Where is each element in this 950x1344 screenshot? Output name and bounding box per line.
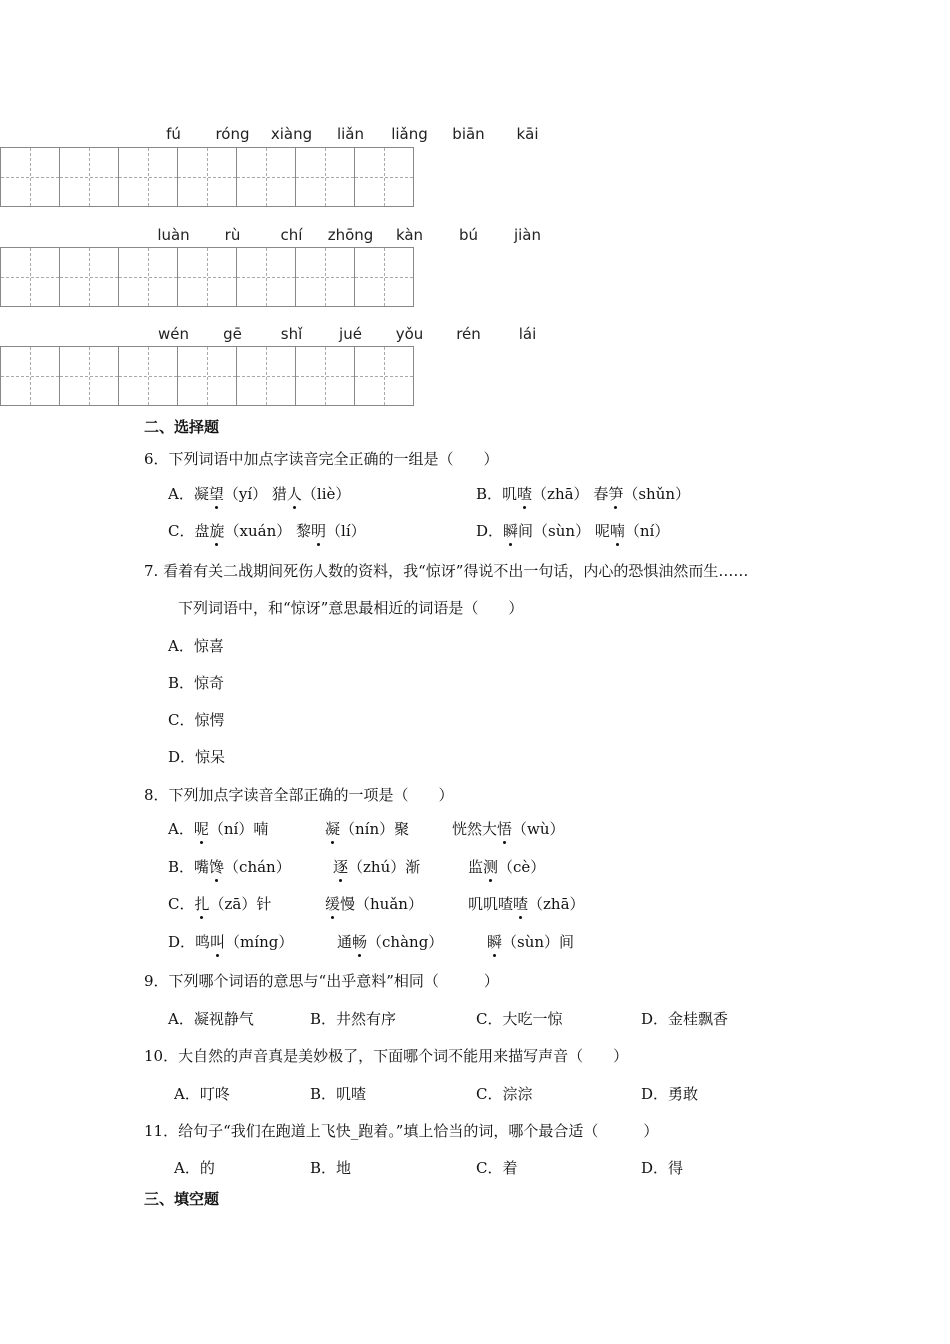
dotted-char: 叫 xyxy=(210,933,226,951)
option-text: （yí） 猎 xyxy=(223,485,287,503)
writing-cell[interactable] xyxy=(177,147,237,207)
option-c-word-3 xyxy=(468,893,585,914)
option-text: （zhā） xyxy=(528,895,585,913)
option-b[interactable] xyxy=(168,856,291,877)
option-b-word-2 xyxy=(333,856,420,877)
dotted-char: 测 xyxy=(483,858,499,876)
pinyin: gē xyxy=(223,325,242,343)
option-c[interactable]: C．惊愕 xyxy=(168,711,225,729)
option-text: （sùn）间 xyxy=(502,933,575,951)
pinyin: jiàn xyxy=(513,226,542,244)
option-text: （lí） xyxy=(326,522,366,540)
pinyin-row-3 xyxy=(144,325,557,347)
option-b-word-3 xyxy=(468,856,545,877)
option-text: （shǔn） xyxy=(623,485,691,503)
pinyin: luàn xyxy=(157,226,190,244)
pinyin: wén xyxy=(157,325,189,343)
option-a[interactable]: A．凝视静气 xyxy=(168,1010,254,1028)
pinyin: jué xyxy=(339,325,362,343)
dotted-char: 悟 xyxy=(497,820,513,838)
writing-cell[interactable] xyxy=(118,247,178,307)
pinyin-row-1 xyxy=(144,125,557,147)
option-d[interactable]: D．惊呆 xyxy=(168,748,226,766)
option-text: （zā）针 xyxy=(209,895,272,913)
option-text: 慢（huǎn） xyxy=(340,895,423,913)
option-c-word-2 xyxy=(325,893,423,914)
dotted-char: 笋 xyxy=(608,485,624,503)
pinyin: kàn xyxy=(395,226,424,244)
writing-cell[interactable] xyxy=(0,346,60,406)
pinyin: shǐ xyxy=(280,325,303,343)
dotted-char: 喳 xyxy=(513,895,529,913)
option-b[interactable] xyxy=(476,483,690,504)
writing-cell[interactable] xyxy=(236,247,296,307)
dotted-char: 扎 xyxy=(194,895,210,913)
writing-cell[interactable] xyxy=(354,346,414,406)
pinyin: kāi xyxy=(516,125,539,143)
dotted-char: 逐 xyxy=(333,858,349,876)
writing-cell[interactable] xyxy=(354,247,414,307)
option-c[interactable]: C．着 xyxy=(476,1159,518,1177)
writing-cell[interactable] xyxy=(236,147,296,207)
writing-cell[interactable] xyxy=(295,147,355,207)
option-text: （míng） xyxy=(225,933,294,951)
dotted-char: 瞬 xyxy=(487,933,503,951)
dotted-char: 人 xyxy=(286,485,302,503)
writing-cell[interactable] xyxy=(354,147,414,207)
option-c[interactable]: C．大吃一惊 xyxy=(476,1010,563,1028)
option-text: （zhā） 春 xyxy=(532,485,609,503)
dotted-char: 瞬 xyxy=(503,522,519,540)
option-text: （chàng） xyxy=(367,933,444,951)
writing-cell[interactable] xyxy=(236,346,296,406)
option-text: A．凝 xyxy=(168,485,209,503)
pinyin: chí xyxy=(280,226,303,244)
writing-cell[interactable] xyxy=(177,247,237,307)
option-b[interactable]: B．井然有序 xyxy=(310,1010,397,1028)
option-text: （xuán） 黎 xyxy=(224,522,311,540)
option-text: （chán） xyxy=(224,858,291,876)
question-stem: 11．给句子“我们在跑道上飞快_跑着。”填上恰当的词，哪个最合适（ ） xyxy=(144,1122,659,1140)
option-b[interactable]: B．惊奇 xyxy=(168,674,225,692)
option-c[interactable] xyxy=(168,893,271,914)
dotted-char: 馋 xyxy=(209,858,225,876)
option-text: B．嘴 xyxy=(168,858,210,876)
pinyin: yǒu xyxy=(395,325,424,343)
section-heading: 二、选择题 xyxy=(144,418,220,436)
writing-cell[interactable] xyxy=(118,147,178,207)
dotted-char: 喃 xyxy=(609,522,625,540)
dotted-char: 明 xyxy=(311,522,327,540)
writing-cell[interactable] xyxy=(177,346,237,406)
option-text: （cè） xyxy=(498,858,546,876)
writing-cell[interactable] xyxy=(59,247,119,307)
dotted-char: 凝 xyxy=(325,820,341,838)
writing-cell[interactable] xyxy=(0,247,60,307)
writing-grid-3 xyxy=(0,346,413,406)
question-stem: 9．下列哪个词语的意思与“出乎意料”相同（ ） xyxy=(144,972,499,990)
question-stem: 10．大自然的声音真是美妙极了，下面哪个词不能用来描写声音（ ） xyxy=(144,1047,629,1065)
option-d[interactable]: D．金桂飘香 xyxy=(641,1010,729,1028)
pinyin: liǎn xyxy=(336,125,365,143)
pinyin: fú xyxy=(166,125,181,143)
pinyin: lái xyxy=(518,325,537,343)
pinyin: rén xyxy=(456,325,481,343)
option-text: D．鸣 xyxy=(168,933,211,951)
option-text: C．盘 xyxy=(168,522,210,540)
option-text: （ní） xyxy=(624,522,670,540)
option-text: （ní）喃 xyxy=(208,820,269,838)
option-a-word-2 xyxy=(325,818,409,839)
pinyin: rù xyxy=(224,226,241,244)
pinyin: biān xyxy=(452,125,485,143)
option-d-word-2 xyxy=(337,931,443,952)
writing-cell[interactable] xyxy=(59,346,119,406)
pinyin: zhōng xyxy=(327,226,374,244)
option-text: 监 xyxy=(468,858,484,876)
pinyin: liǎng xyxy=(391,125,428,143)
writing-cell[interactable] xyxy=(295,346,355,406)
option-a-word-3 xyxy=(452,818,565,839)
question-stem: 8．下列加点字读音全部正确的一项是（ ） xyxy=(144,786,454,804)
option-text: 通 xyxy=(337,933,353,951)
option-text: （nín）聚 xyxy=(340,820,410,838)
option-d[interactable] xyxy=(168,931,293,952)
pinyin: róng xyxy=(215,125,250,143)
option-d[interactable]: D．勇敢 xyxy=(641,1085,699,1103)
pinyin: xiàng xyxy=(270,125,313,143)
dotted-char: 喳 xyxy=(517,485,533,503)
option-b[interactable]: B．地 xyxy=(310,1159,352,1177)
dotted-char: 呢 xyxy=(193,820,209,838)
option-text: A． xyxy=(168,820,194,838)
option-a[interactable] xyxy=(168,818,268,839)
pinyin-row-2 xyxy=(144,226,557,248)
writing-cell[interactable] xyxy=(59,147,119,207)
option-a[interactable]: A．叮咚 xyxy=(174,1085,230,1103)
writing-cell[interactable] xyxy=(0,147,60,207)
option-c[interactable]: C．淙淙 xyxy=(476,1085,533,1103)
option-a[interactable]: A．惊喜 xyxy=(168,637,224,655)
option-text: （zhú）渐 xyxy=(348,858,421,876)
writing-cell[interactable] xyxy=(118,346,178,406)
dotted-char: 旋 xyxy=(209,522,225,540)
option-d-word-3 xyxy=(487,931,574,952)
option-b[interactable]: B．叽喳 xyxy=(310,1085,367,1103)
pinyin: bú xyxy=(458,226,479,244)
writing-grid-1 xyxy=(0,147,413,207)
option-text: B．叽 xyxy=(476,485,518,503)
question-stem: 7. 看着有关二战期间死伤人数的资料，我“惊讶”得说不出一句话，内心的恐惧油然而生…… xyxy=(144,562,749,580)
option-text: （liè） xyxy=(301,485,351,503)
option-text: （wù） xyxy=(512,820,565,838)
option-text: C． xyxy=(168,895,195,913)
option-text: D． xyxy=(476,522,504,540)
dotted-char: 缓 xyxy=(325,895,341,913)
section-heading: 三、填空题 xyxy=(144,1190,220,1208)
option-c[interactable] xyxy=(168,520,366,541)
option-d[interactable]: D．得 xyxy=(641,1159,684,1177)
question-sub: 下列词语中，和“惊讶”意思最相近的词语是（ ） xyxy=(178,599,524,617)
writing-grid-2 xyxy=(0,247,413,307)
option-text: 间（sùn） 呢 xyxy=(518,522,610,540)
dotted-char: 畅 xyxy=(352,933,368,951)
option-text: 叽叽喳 xyxy=(468,895,514,913)
dotted-char: 望 xyxy=(208,485,224,503)
writing-cell[interactable] xyxy=(295,247,355,307)
option-a[interactable]: A．的 xyxy=(174,1159,215,1177)
question-stem: 6．下列词语中加点字读音完全正确的一组是（ ） xyxy=(144,450,499,468)
option-a[interactable] xyxy=(168,483,350,504)
option-d[interactable] xyxy=(476,520,669,541)
option-text: 恍然大 xyxy=(452,820,498,838)
